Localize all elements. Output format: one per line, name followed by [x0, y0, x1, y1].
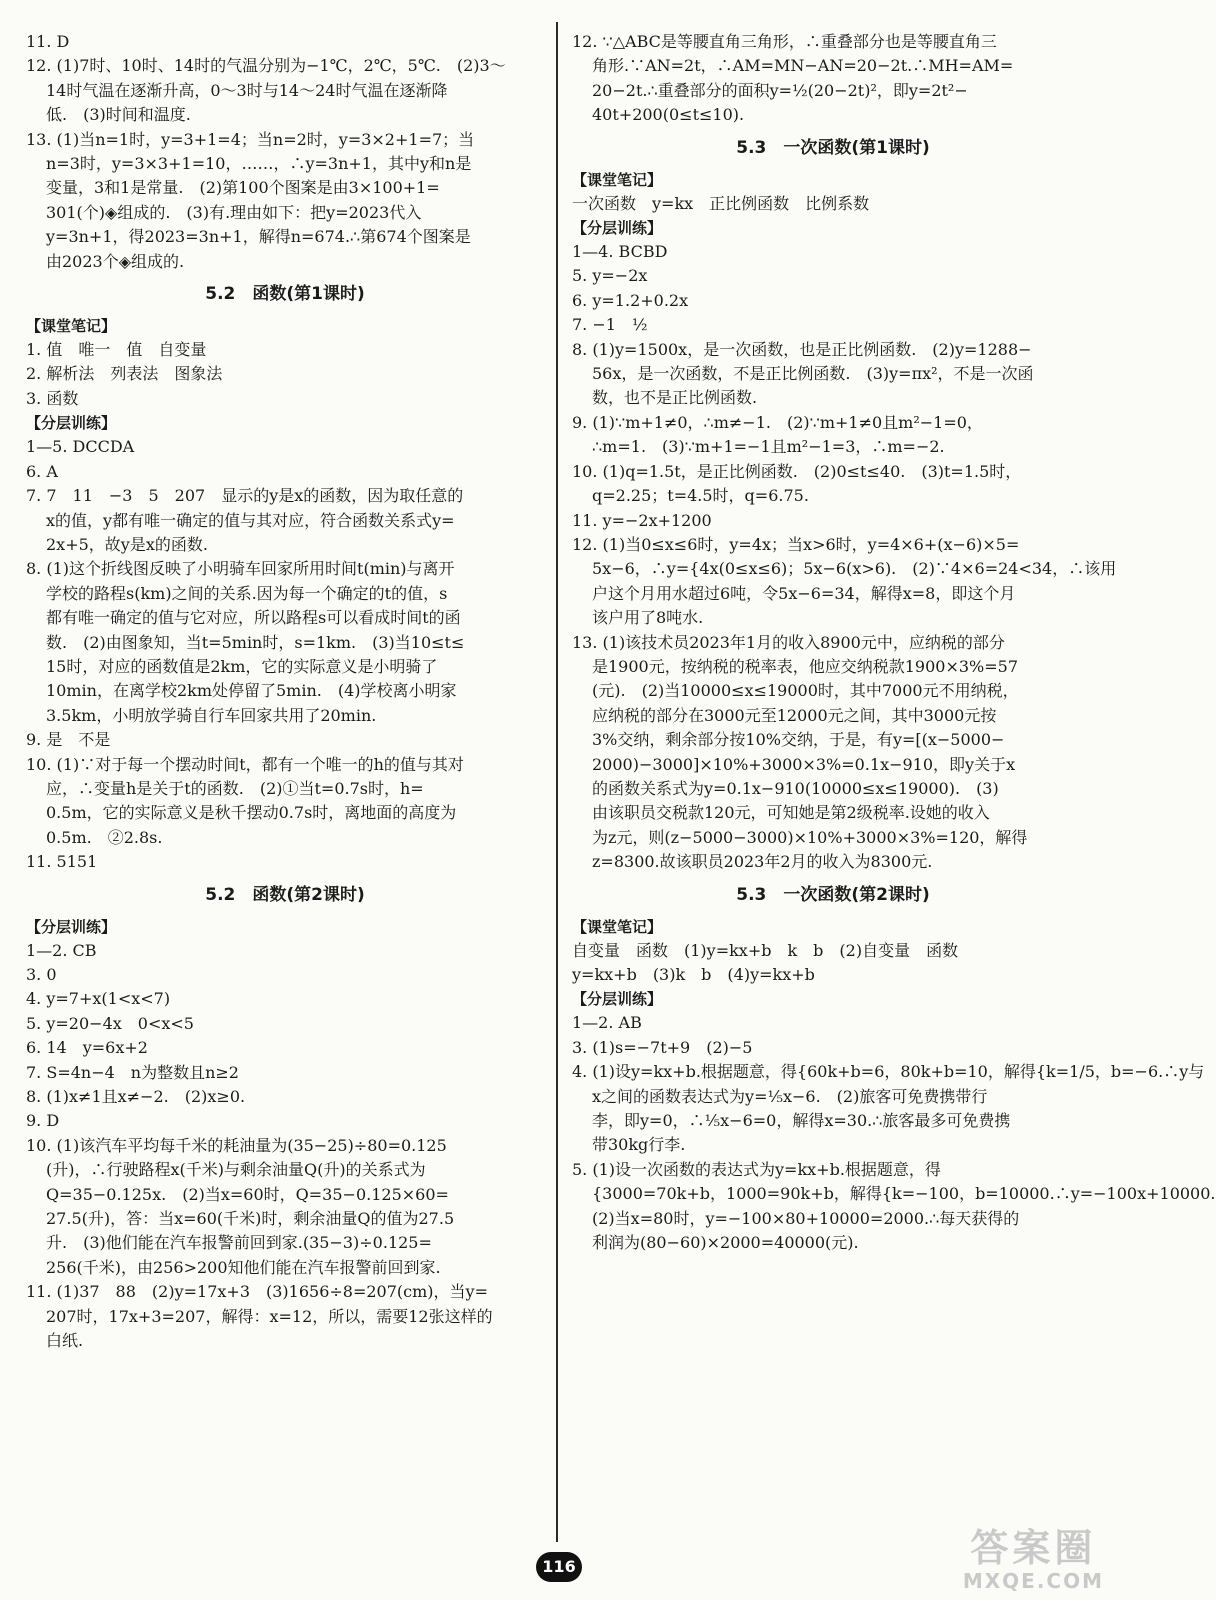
answer-line: n=3时，y=3×3+1=10，……，∴y=3n+1，其中y和n是: [46, 154, 472, 174]
answer-line: 2. 解析法 列表法 图象法: [26, 364, 223, 384]
answer-line: 301(个)◈组成的. (3)有.理由如下：把y=2023代入: [46, 202, 422, 222]
answer-line: 2x+5，故y是x的函数.: [46, 534, 208, 554]
answer-line: ∴m=1. (3)∵m+1=−1且m²−1=3，∴m=−2.: [592, 437, 945, 457]
answer-line: 户这个月用水超过6吨，令5x−6=34，解得x=8，即这个月: [592, 583, 1016, 603]
answer-line: 7. −1 ½: [572, 315, 648, 335]
answer-line: 1. 值 唯一 值 自变量: [26, 340, 207, 360]
answer-line: x的值，y都有唯一确定的值与其对应，符合函数关系式y=: [46, 510, 455, 530]
subsection-tag: 【课堂笔记】: [572, 917, 663, 936]
answer-line: 利润为(80−60)×2000=40000(元).: [592, 1233, 859, 1253]
watermark-bottom: MXQE.COM: [962, 1569, 1104, 1593]
answer-line: 3%交纳，剩余部分按10%交纳，于是，有y=[(x−5000−: [592, 730, 1005, 750]
subsection-tag: 【分层训练】: [572, 219, 663, 238]
answer-line: 5. y=20−4x 0<x<5: [26, 1013, 194, 1033]
watermark-logo: [963, 1526, 1104, 1592]
answer-line: 白纸.: [46, 1331, 84, 1351]
answer-line: 10. (1)该汽车平均每千米的耗油量为(35−25)÷80=0.125: [26, 1135, 447, 1155]
answer-line: 5. y=−2x: [572, 266, 648, 286]
answer-line: 6. A: [26, 461, 58, 481]
answer-line: 7. S=4n−4 n为整数且n≥2: [26, 1062, 239, 1082]
section-heading: 5.2 函数(第1课时): [205, 284, 365, 305]
answer-line: 自变量 函数 (1)y=kx+b k b (2)自变量 函数: [572, 940, 959, 960]
answer-line: 3. (1)s=−7t+9 (2)−5: [572, 1037, 753, 1057]
answer-line: (升)，∴行驶路程x(千米)与剩余油量Q(升)的关系式为: [46, 1160, 426, 1180]
answer-line: 3. 函数: [26, 388, 79, 408]
answer-line: 9. (1)∵m+1≠0，∴m≠−1. (2)∵m+1≠0且m²−1=0，: [572, 412, 983, 432]
answer-line: 11. 5151: [26, 852, 98, 872]
answer-line: 9. 是 不是: [26, 730, 111, 750]
answer-line: 6. 14 y=6x+2: [26, 1038, 148, 1058]
answer-line: 3.5km，小明放学骑自行车回家共用了20min.: [46, 705, 377, 725]
answer-line: x之间的函数表达式为y=⅕x−6. (2)旅客可免费携带行: [592, 1086, 988, 1106]
answer-line: 1—4. BCBD: [572, 242, 668, 262]
answer-line: y=kx+b (3)k b (4)y=kx+b: [572, 965, 815, 984]
left-column: [26, 30, 544, 1530]
answer-line: 8. (1)y=1500x，是一次函数，也是正比例函数. (2)y=1288−: [572, 339, 1032, 359]
answer-line: 27.5(升)，答：当x=60(千米)时，剩余油量Q的值为27.5: [46, 1209, 455, 1229]
answer-line: 3. 0: [26, 965, 57, 984]
answer-line: 9. D: [26, 1111, 60, 1131]
answer-line: 是1900元，按纳税的税率表，他应交纳税款1900×3%=57: [592, 656, 1018, 676]
answer-line: 15时，对应的函数值是2km，它的实际意义是小明骑了: [46, 656, 438, 676]
answer-line: (2)当x=80时，y=−100×80+10000=2000.∴每天获得的: [592, 1208, 1020, 1228]
answer-line: 5x−6，∴y={4x(0≤x≤6)；5x−6(x>6). (2)∵4×6=24<34，∴该用: [592, 559, 1117, 579]
section-heading: 5.3 一次函数(第2课时): [736, 884, 930, 905]
answer-line: 8. (1)x≠1且x≠−2. (2)x≥0.: [26, 1087, 246, 1107]
answer-line: 由该职员交税款120元，可知她是第2级税率.设她的收入: [592, 803, 990, 823]
subsection-tag: 【课堂笔记】: [572, 170, 663, 189]
answer-line: 8. (1)这个折线图反映了小明骑车回家所用时间t(min)与离开: [26, 559, 455, 579]
answer-line: 10. (1)∵对于每一个摆动时间t，都有一个唯一的h的值与其对: [26, 754, 464, 774]
answer-line: 12. (1)7时、10时、14时的气温分别为−1℃，2℃，5℃. (2)3～: [26, 56, 506, 76]
answer-line: q=2.25；t=4.5时，q=6.75.: [592, 486, 809, 506]
answer-line: 由2023个◈组成的.: [46, 251, 185, 271]
answer-line: 10. (1)q=1.5t，是正比例函数. (2)0≤t≤40. (3)t=1.5时，: [572, 461, 1022, 481]
answer-line: 应纳税的部分在3000元至12000元之间，其中3000元按: [592, 705, 997, 725]
answer-line: 12. (1)当0≤x≤6时，y=4x；当x>6时，y=4×6+(x−6)×5=: [572, 534, 1020, 554]
answer-line: 1—2. CB: [26, 940, 97, 960]
answer-line: 应，∴变量h是关于t的函数. (2)①当t=0.7s时，h=: [46, 778, 424, 798]
answer-line: 李，即y=0，∴⅕x−6=0，解得x=30.∴旅客最多可免费携: [592, 1111, 1011, 1131]
column-divider: [556, 22, 558, 1542]
answer-line: 7. 7 11 −3 5 207 显示的y是x的函数，因为取任意的: [26, 486, 464, 506]
answer-line: 变量，3和1是常量. (2)第100个图案是由3×100+1=: [46, 178, 440, 198]
answer-line: 256(千米)，由256>200知他们能在汽车报警前回到家.: [46, 1257, 441, 1277]
answer-line: 4. (1)设y=kx+b.根据题意，得{60k+b=6，80k+b=10，解得{k=1/5，b=−6.∴y与: [572, 1062, 1205, 1082]
answer-line: 40t+200(0≤t≤10).: [592, 105, 745, 125]
answer-line: 5. (1)设一次函数的表达式为y=kx+b.根据题意，得: [572, 1159, 941, 1179]
answer-line: 20−2t.∴重叠部分的面积y=½(20−2t)²，即y=2t²−: [592, 80, 968, 100]
answer-line: 0.5m，它的实际意义是秋千摆动0.7s时，离地面的高度为: [46, 803, 457, 823]
answer-line: 该户用了8吨水.: [592, 608, 704, 628]
answer-line: 11. y=−2x+1200: [572, 510, 712, 530]
answer-line: 的函数关系式为y=0.1x−910(10000≤x≤19000). (3): [592, 778, 999, 798]
answer-line: 14时气温在逐渐升高，0～3时与14～24时气温在逐渐降: [46, 80, 448, 100]
answer-line: y=3n+1，得2023=3n+1，解得n=674.∴第674个图案是: [46, 227, 471, 247]
answer-line: 低. (3)时间和温度.: [46, 105, 191, 125]
answer-line: 11. D: [26, 32, 70, 51]
answer-line: z=8300.故该职员2023年2月的收入为8300元.: [592, 852, 933, 872]
answer-line: 都有唯一确定的值与它对应，所以路程s可以看成时间t的函: [46, 608, 461, 628]
answer-line: Q=35−0.125x. (2)当x=60时，Q=35−0.125×60=: [46, 1184, 449, 1204]
answer-line: 为z元，则(z−5000−3000)×10%+3000×3%=120，解得: [592, 827, 1028, 847]
answer-line: 数，也不是正比例函数.: [592, 388, 758, 408]
answer-line: 207时，17x+3=207，解得：x=12，所以，需要12张这样的: [46, 1306, 493, 1326]
answer-line: 学校的路程s(km)之间的关系.因为每一个确定的t的值，s: [46, 583, 448, 603]
answer-line: 升. (3)他们能在汽车报警前回到家.(35−3)÷0.125=: [46, 1233, 432, 1253]
answer-line: 10min，在离学校2km处停留了5min. (4)学校离小明家: [46, 681, 457, 701]
subsection-tag: 【课堂笔记】: [26, 317, 117, 336]
answer-line: 1—2. AB: [572, 1013, 642, 1033]
answer-line: 11. (1)37 88 (2)y=17x+3 (3)1656÷8=207(cm)，当y=: [26, 1282, 488, 1302]
answer-line: 一次函数 y=kx 正比例函数 比例系数: [572, 193, 870, 213]
right-column: [572, 30, 1216, 1530]
answer-line: 12. ∵△ABC是等腰直角三角形，∴重叠部分也是等腰直角三: [572, 32, 997, 51]
answer-line: 0.5m. ②2.8s.: [46, 827, 163, 847]
subsection-tag: 【分层训练】: [26, 917, 117, 936]
answer-line: 4. y=7+x(1<x<7): [26, 989, 171, 1009]
answer-line: 13. (1)当n=1时，y=3+1=4；当n=2时，y=3×2+1=7；当: [26, 129, 475, 149]
section-heading: 5.3 一次函数(第1课时): [736, 137, 930, 158]
answer-line: 角形.∵AN=2t，∴AM=MN−AN=20−2t.∴MH=AM=: [592, 56, 1014, 76]
answer-line: 6. y=1.2+0.2x: [572, 290, 689, 310]
answer-line: 1—5. DCCDA: [26, 437, 135, 457]
subsection-tag: 【分层训练】: [26, 414, 117, 433]
answer-line: 2000)−3000]×10%+3000×3%=0.1x−910，即y关于x: [592, 754, 1016, 774]
subsection-tag: 【分层训练】: [572, 990, 663, 1009]
watermark-top: 答案圈: [970, 1526, 1097, 1570]
answer-line: 56x，是一次函数，不是正比例函数. (3)y=πx²，不是一次函: [592, 364, 1034, 384]
answer-line: (元). (2)当10000≤x≤19000时，其中7000元不用纳税，: [592, 681, 1019, 701]
answer-line: 带30kg行李.: [592, 1135, 686, 1155]
page-number: 116: [536, 1552, 582, 1582]
answer-line: 数. (2)由图象知，当t=5min时，s=1km. (3)当10≤t≤: [46, 632, 465, 652]
answer-line: {3000=70k+b，1000=90k+b，解得{k=−100，b=10000.∴y=−100x+10000.: [592, 1184, 1216, 1204]
section-heading: 5.2 函数(第2课时): [205, 884, 365, 905]
answer-line: 13. (1)该技术员2023年1月的收入8900元中，应纳税的部分: [572, 632, 1005, 652]
